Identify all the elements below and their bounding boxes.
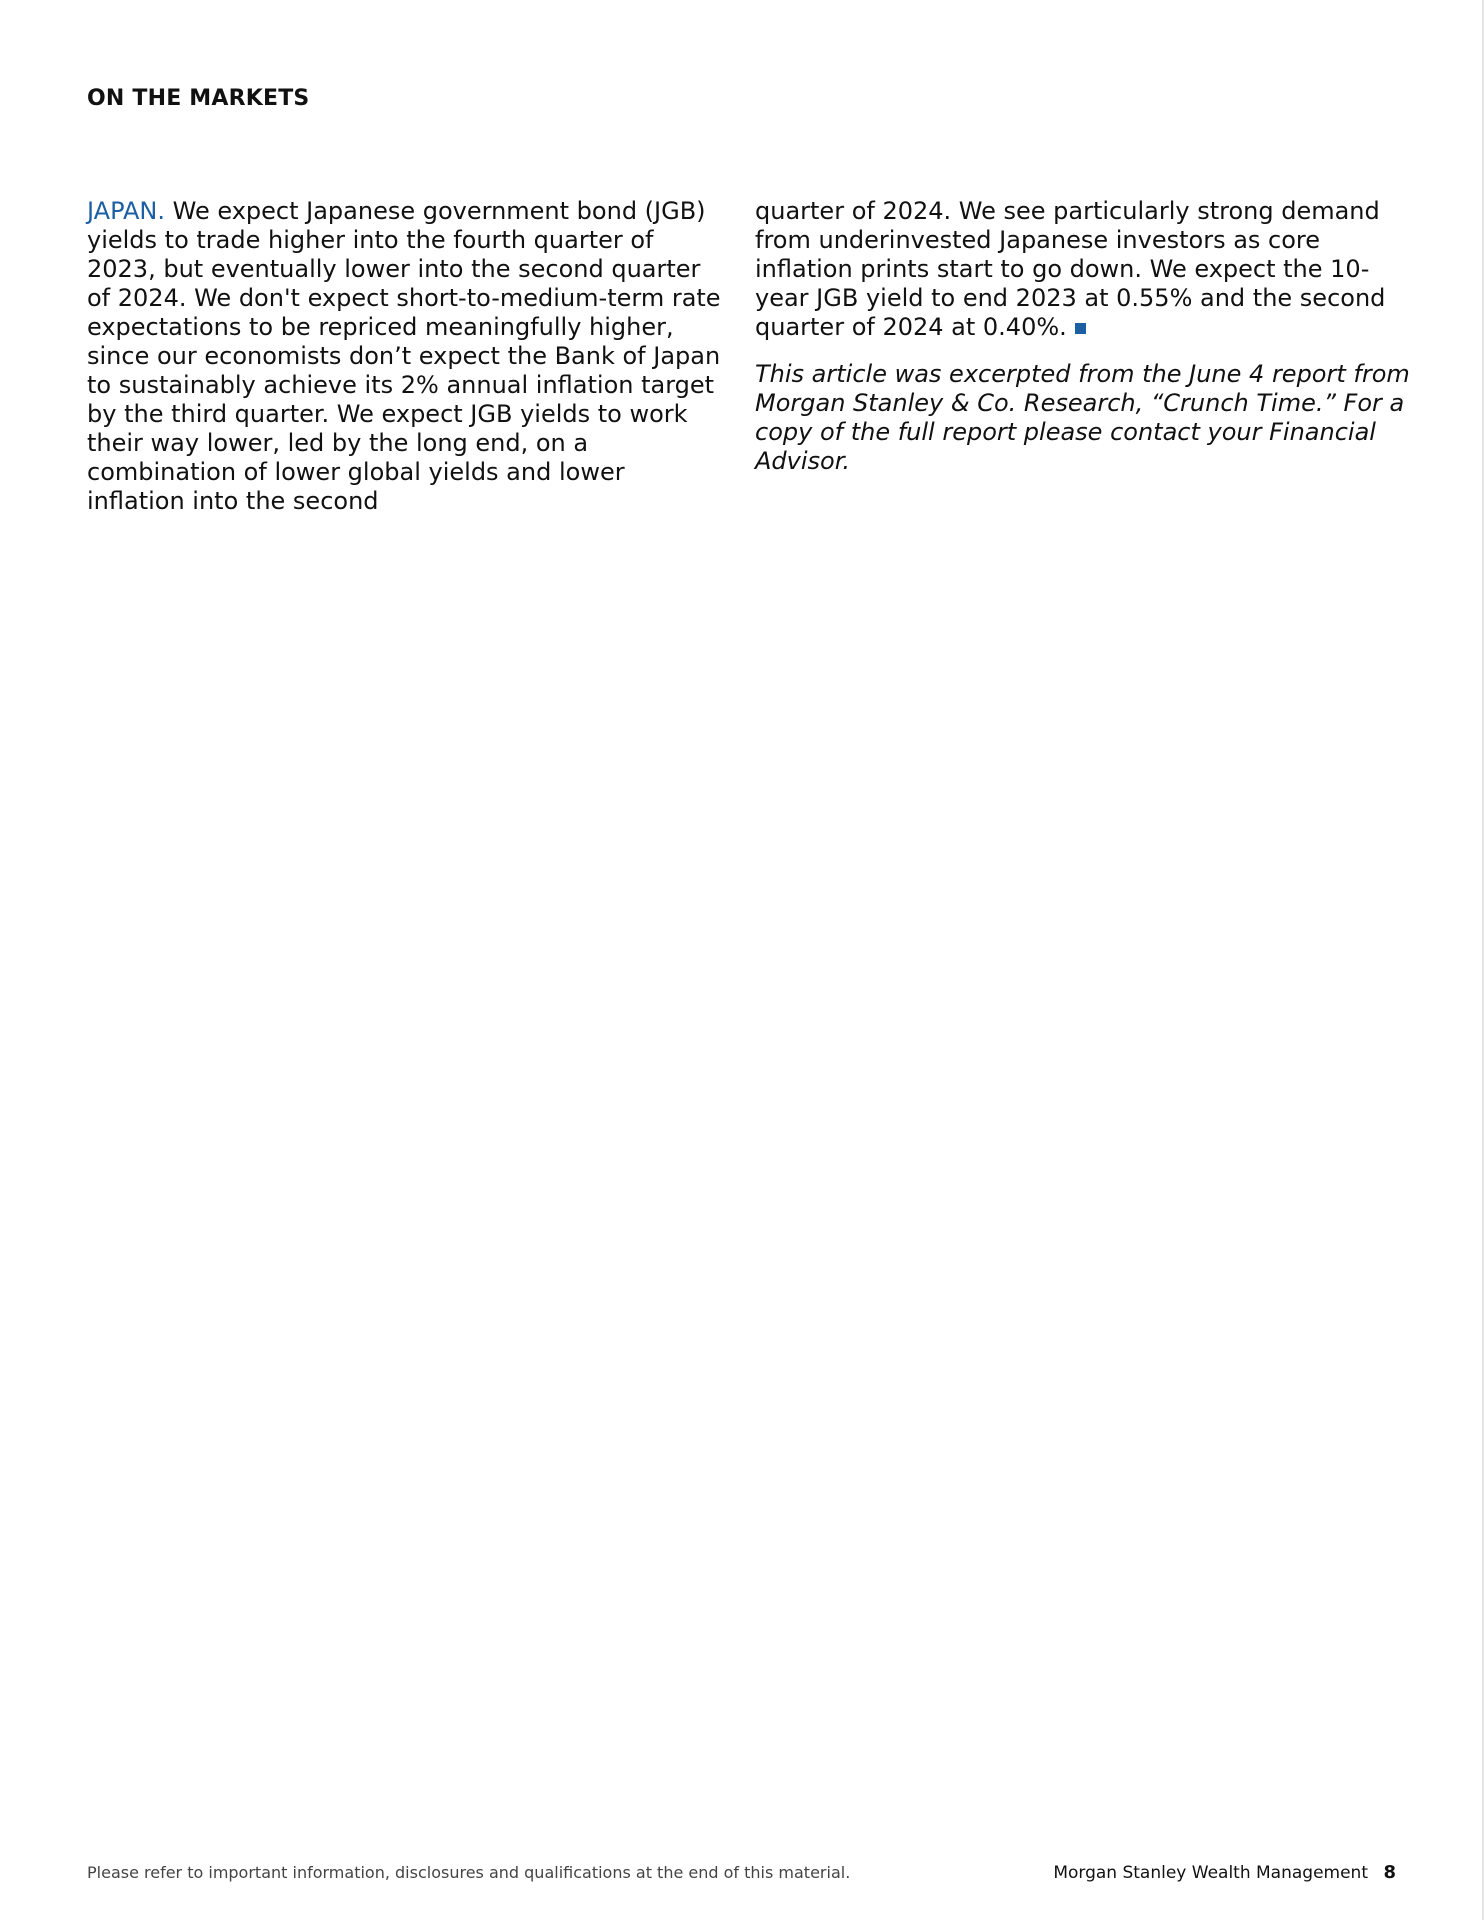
footer-disclaimer: Please refer to important information, disclosures and qualifications at the end of this material. <box>87 1863 851 1882</box>
article-text-left: We expect Japanese government bond (JGB) yields to trade higher into the fourth quarter of 2023, but eventually lower into the second quarter of 2024. We don't expect short-to-medium-term rate expectations to be repriced meaningfully higher, since our economists don’t expect the Bank of Japan to sustainably achieve its 2% annual inflation target by the third quarter. We expect JGB yields to work their way lower, led by the long end, on a combination of lower global yields and lower inflation into the second <box>87 197 721 515</box>
page-number: 8 <box>1383 1862 1396 1883</box>
article-column-left <box>87 197 723 516</box>
source-note: This article was excerpted from the June 4 report from Morgan Stanley & Co. Research, “Crunch Time.” For a copy of the full report please contact your Financial Advisor. <box>755 360 1410 475</box>
article-column-right <box>755 197 1415 476</box>
article-paragraph-right <box>755 197 1415 342</box>
lead-label: JAPAN. <box>87 197 166 225</box>
end-of-article-square-icon <box>1075 323 1086 334</box>
article-paragraph-left <box>87 197 723 516</box>
section-title: ON THE MARKETS <box>87 86 310 111</box>
article-text-right: quarter of 2024. We see particularly strong demand from underinvested Japanese investors as core inflation prints start to go down. We expect the 10-year JGB yield to end 2023 at 0.55% and the second quarter of 2024 at 0.40%. <box>755 197 1386 341</box>
footer-brand: Morgan Stanley Wealth Management <box>1053 1863 1368 1883</box>
